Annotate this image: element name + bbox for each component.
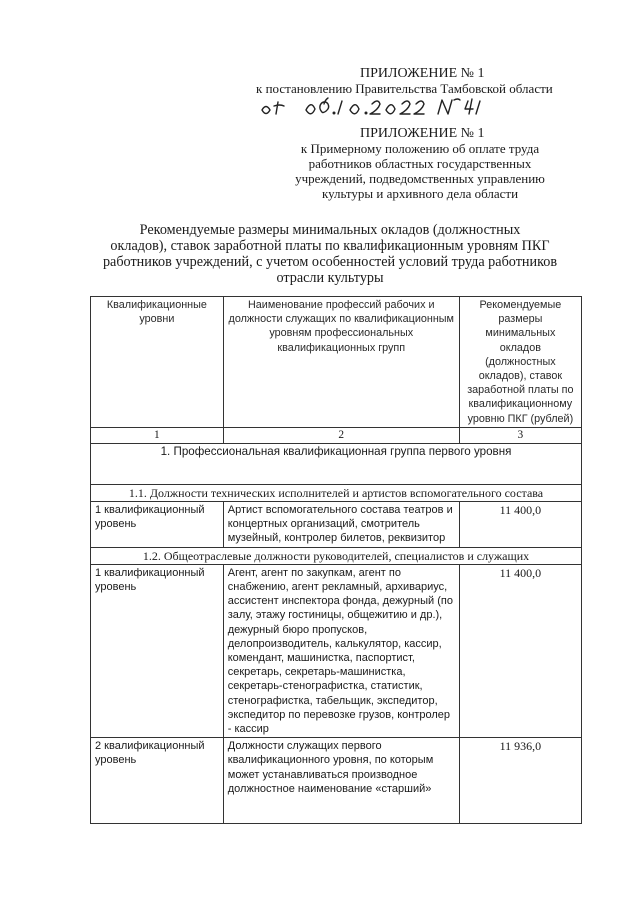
positions-list: Должности служащих первого квалификационного уровня, по которым может устанавливаться производное должностное наименование «старший» [223,738,459,824]
appendix2-title: ПРИЛОЖЕНИЕ № 1 [360,126,485,141]
salary-value: 11 400,0 [459,564,581,737]
document-title [60,222,600,286]
positions-list: Артист вспомогательного состава театров и концертных организаций, смотритель музейный, контролер билетов, реквизитор [223,502,459,548]
document-title-line: окладов), ставок заработной платы по квалификационным уровням ПКГ [110,238,550,254]
subgroup2-title: 1.2. Общеотраслевые должности руководителей, специалистов и служащих [91,547,582,564]
salary-table [90,296,582,824]
appendix2-subtitle-line: учреждений, подведомственных управлению [295,171,545,186]
appendix1-title: ПРИЛОЖЕНИЕ № 1 [360,66,485,81]
salary-value: 11 400,0 [459,502,581,548]
positions-list: Агент, агент по закупкам, агент по снабжению, агент рекламный, архивариус, ассистент инспектора фонда, дежурный (по залу, этажу гостиницы, общежитию и др.), дежурный бюро пропусков, делопроизводитель, калькулятор, кассир, комендант, машинистка, паспортист, секретарь, секретарь-машинистка, секретарь-стенографистка, статистик, стенографистка, табельщик, экспедитор, экспедитор по перевозке грузов, контролер - кассир [223,564,459,737]
group1-title: 1. Профессиональная квалификационная группа первого уровня [91,443,582,484]
appendix2-subtitle-line: культуры и архивного дела области [321,186,519,201]
document-title-line: Рекомендуемые размеры минимальных окладов (должностных [139,222,521,238]
handwritten-date-signature [258,94,490,120]
table-row [91,502,582,548]
column-number: 3 [459,427,581,443]
table-header-row [91,297,582,428]
header-positions: Наименование профессий рабочих и должности служащих по квалификационным уровням профессиональных квалификационных групп [223,297,459,428]
column-number: 2 [223,427,459,443]
appendix2-subtitle [250,141,590,201]
qualification-level: 1 квалификационный уровень [91,502,224,548]
document-title-line: отрасли культуры [276,270,384,286]
subgroup-title-row [91,547,582,564]
salary-value: 11 936,0 [459,738,581,824]
document-title-line: работников учреждений, с учетом особенностей условий труда работников [102,254,558,270]
column-number-row [91,427,582,443]
appendix2-subtitle-line: к Примерному положению об оплате труда [300,141,540,156]
header-salary: Рекомендуемые размеры минимальных окладов (должностных окладов), ставок заработной платы по квалификационному уровню ПКГ (рублей) [459,297,581,428]
group-title-row [91,443,582,484]
appendix2-subtitle-line: работников областных государственных [308,156,532,171]
table-row [91,738,582,824]
header-qualification-levels: Квалификационные уровни [91,297,224,428]
qualification-level: 1 квалификационный уровень [91,564,224,737]
subgroup-title-row [91,484,582,501]
qualification-level: 2 квалификационный уровень [91,738,224,824]
appendix1-subtitle: к постановлению Правительства Тамбовской области [256,81,553,96]
subgroup1-title: 1.1. Должности технических исполнителей и артистов вспомогательного состава [91,484,582,501]
table-row [91,564,582,737]
column-number: 1 [91,427,224,443]
